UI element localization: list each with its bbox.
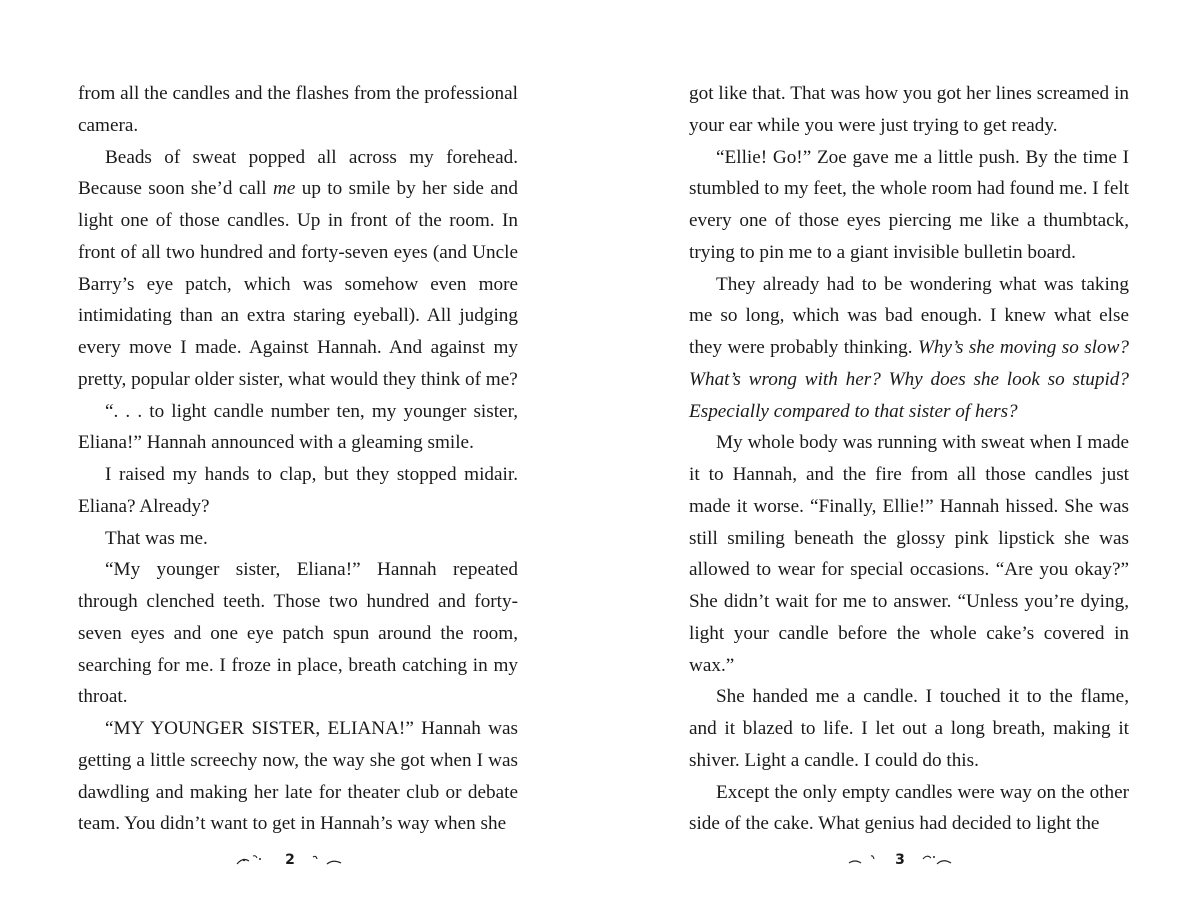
paragraph bbox=[689, 681, 1129, 776]
text-run: Beads of sweat popped all across my forehead. Because soon she’d call bbox=[78, 146, 518, 200]
leaf-sprig-icon bbox=[919, 853, 955, 867]
paragraph bbox=[78, 78, 518, 142]
text-run: “. . . to light candle number ten, my younger sister, Eliana!” Hannah announced with a gleaming smile. bbox=[78, 400, 518, 454]
leaf-sprig-icon bbox=[309, 853, 345, 867]
right-folio bbox=[840, 848, 960, 872]
page-number: 2 bbox=[285, 852, 295, 868]
page-number: 3 bbox=[895, 852, 905, 868]
italic-text: Why’s she moving so slow? What’s wrong with her? Why does she look so stupid? Especially compared to that sister of hers? bbox=[689, 337, 1129, 422]
text-run: Except the only empty candles were way on the other side of the cake. What genius had decided to light the bbox=[689, 781, 1129, 835]
paragraph bbox=[78, 523, 518, 555]
text-run: She handed me a candle. I touched it to the flame, and it blazed to life. I let out a long breath, making it shiver. Light a candle. I could do this. bbox=[689, 686, 1129, 771]
text-run: got like that. That was how you got her lines screamed in your ear while you were just trying to get ready. bbox=[689, 83, 1129, 136]
paragraph bbox=[689, 78, 1129, 142]
text-run: “My younger sister, Eliana!” Hannah repeated through clenched teeth. Those two hundred and forty-seven eyes and one eye patch spun around the room, searching for me. I froze in place, breath catching in my throat. bbox=[78, 559, 518, 708]
left-page bbox=[78, 78, 518, 840]
text-run: “MY YOUNGER SISTER, ELIANA!” Hannah was getting a little screechy now, the way she got when I was dawdling and making her late for theater club or debate team. You didn’t want to get in Hannah’s way when she bbox=[78, 718, 518, 835]
italic-text: me bbox=[272, 178, 296, 200]
text-run: My whole body was running with sweat when I made it to Hannah, and the fire from all those candles just made it worse. “Finally, Ellie!” Hannah hissed. She was still smiling beneath the glossy pink lipstick she was allowed to wear for special occasions. “Are you okay?” She didn’t wait for me to answer. “Unless you’re dying, light your candle before the whole cake’s covered in wax.” bbox=[689, 432, 1129, 676]
paragraph bbox=[689, 777, 1129, 841]
paragraph bbox=[78, 396, 518, 460]
text-run: I raised my hands to clap, but they stopped midair. Eliana? Already? bbox=[78, 464, 518, 517]
text-run: up to smile by her side and light one of those candles. Up in front of the room. In front of all two hundred and forty-seven eyes (and Uncle Barry’s eye patch, which was somehow even more intimidating than an extra staring eyeball). All judging every move I made. Against Hannah. And against my pretty, popular older sister, what would they think of me? bbox=[78, 178, 518, 390]
text-run: That was me. bbox=[105, 527, 208, 549]
text-run: They already had to be wondering what was taking me so long, which was bad enough. I knew what else they were probably thinking. bbox=[689, 273, 1129, 358]
paragraph bbox=[78, 713, 518, 840]
paragraph bbox=[689, 142, 1129, 269]
text-run: “Ellie! Go!” Zoe gave me a little push. By the time I stumbled to my feet, the whole room had found me. I felt every one of those eyes piercing me like a thumbtack, trying to pin me to a giant invisible bulletin board. bbox=[689, 146, 1129, 263]
leaf-sprig-icon bbox=[845, 853, 881, 867]
paragraph bbox=[78, 554, 518, 713]
right-page bbox=[689, 78, 1129, 840]
paragraph bbox=[689, 427, 1129, 681]
text-run: from all the candles and the flashes from the professional camera. bbox=[78, 83, 518, 136]
paragraph bbox=[689, 269, 1129, 428]
paragraph bbox=[78, 459, 518, 523]
paragraph bbox=[78, 142, 518, 396]
left-folio bbox=[230, 848, 350, 872]
leaf-sprig-icon bbox=[235, 853, 271, 867]
